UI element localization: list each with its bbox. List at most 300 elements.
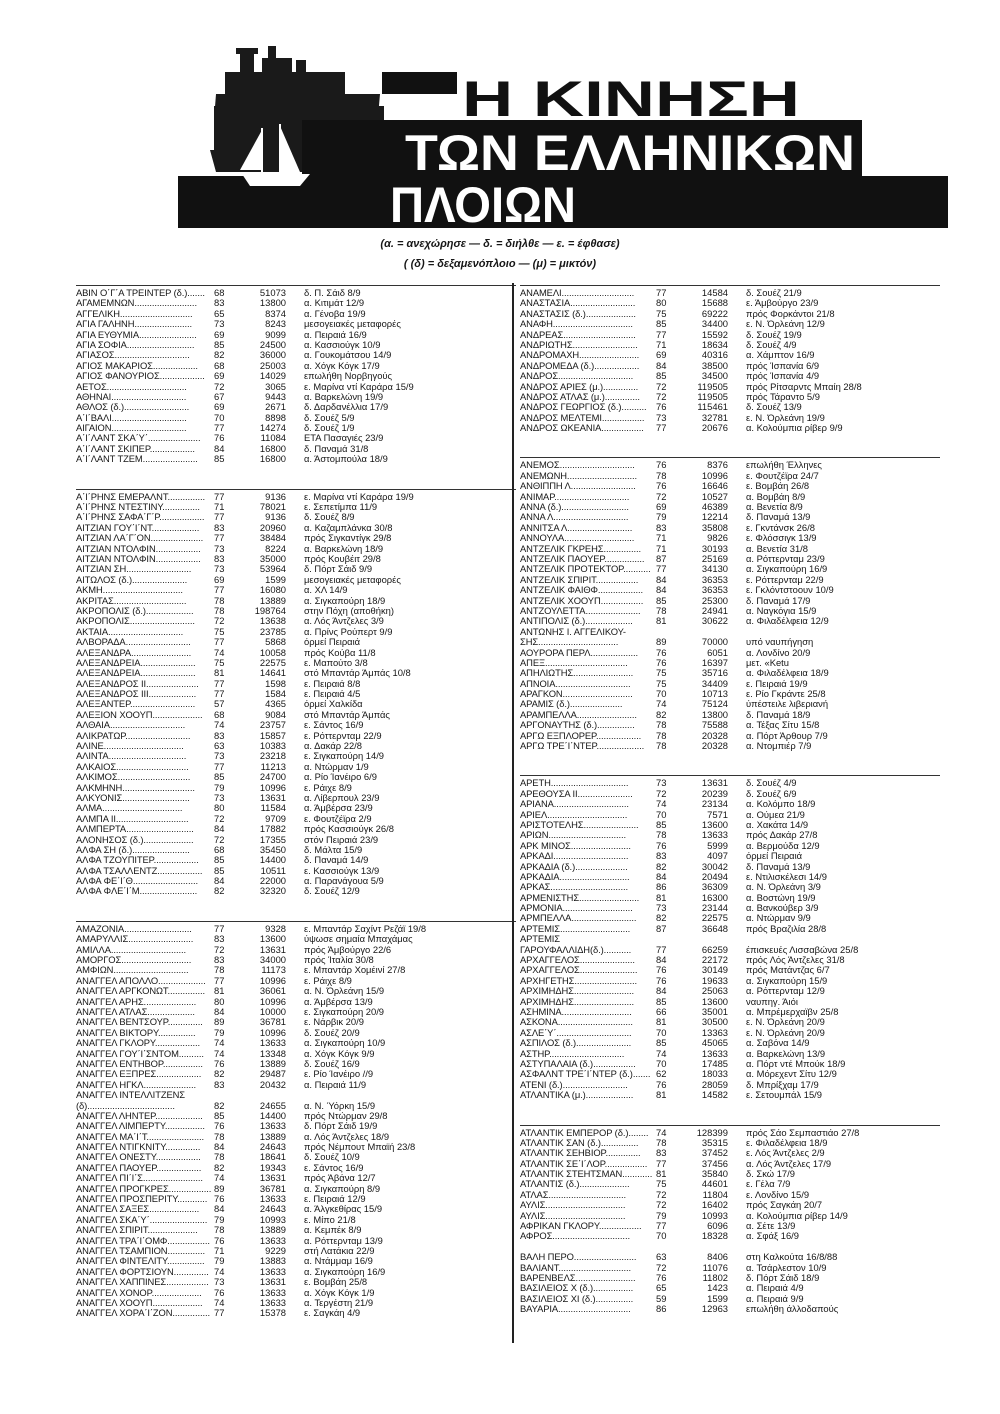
ship-name: ΒΑΣΙΛΕΙΟΣ Χ (δ.)................ <box>520 1283 634 1294</box>
ship-name: ΑΡΧΑΓΓΕΛΟΣ...................... <box>520 955 635 966</box>
ship-age: 77 <box>214 636 225 648</box>
ship-age: 69 <box>656 501 667 513</box>
ship-note: α. ΧΛ 14/9 <box>304 585 348 596</box>
ship-row <box>76 512 516 522</box>
ship-row <box>76 803 516 813</box>
ship-tonnage: 28059 <box>701 1078 728 1090</box>
ship-note: α. Ντώρμαν 1/9 <box>304 761 369 772</box>
ship-note: δ. Παναμά 13/9 <box>746 861 811 872</box>
ship-name: ΑΣΗΜΙΝΑ............................ <box>520 1007 632 1017</box>
ship-age: 79 <box>214 781 225 793</box>
ship-age: 84 <box>214 823 225 835</box>
ship-row <box>520 913 940 923</box>
ship-note: ε. Ν. Όρλεάνη 20/9 <box>746 1027 825 1038</box>
ship-note: δ. Δαρδανέλλια 17/9 <box>304 402 389 413</box>
ship-age: 68 <box>214 287 225 298</box>
ship-note: δ. Σουέζ 16/9 <box>304 1058 360 1069</box>
ship-name: ΑΝΕΜΩΝΗ............................ <box>520 470 638 481</box>
ship-age: 78 <box>214 594 225 606</box>
ship-row <box>76 741 516 751</box>
ship-note: α. Ναγκόγια 15/9 <box>746 605 817 616</box>
ship-tonnage: 20676 <box>701 422 728 434</box>
ship-name: ΑΜΟΡΓΟΣ............................ <box>76 955 192 966</box>
ship-note: α. Πόρτ ντέ Μπούκ 18/9 <box>746 1058 846 1069</box>
ship-note: α. Ρίο Ίανέιρο 6/9 <box>304 772 377 783</box>
ship-tonnage: 1423 <box>707 1282 728 1294</box>
ship-age: 81 <box>214 985 225 997</box>
ship-note: ε. Φουτζέϊρα 24/7 <box>746 470 819 481</box>
ship-tonnage: 16800 <box>259 453 286 465</box>
ship-age: 75 <box>656 667 667 679</box>
ship-note: ε. Άμβούργο 23/9 <box>746 298 819 309</box>
ship-name: ΑΛΙΝΤΑ............................... <box>76 751 187 762</box>
ship-note: α. Πρίνς Ρούπερτ 9/9 <box>304 626 393 637</box>
ship-note: α. Ν. Ύόρκη 15/9 <box>304 1100 376 1111</box>
ship-tonnage: 13800 <box>259 297 286 309</box>
ship-row <box>76 1288 516 1298</box>
ship-tonnage: 13631 <box>259 1172 286 1184</box>
ship-note <box>746 627 916 637</box>
ship-age: 83 <box>214 521 225 533</box>
ship-tonnage: 4097 <box>707 850 728 862</box>
ship-name: ΑΝΑΣΤΑΣΙΑ.......................... <box>520 298 636 309</box>
ship-note: ε. Ρόττερνταμ 22/9 <box>746 574 824 585</box>
ship-tonnage: 34000 <box>259 954 286 966</box>
ship-age: 77 <box>214 532 225 544</box>
ship-name: ΑΝΑΓΓΕΛ ΜΑ΄Ι΄Τ....................... <box>76 1131 205 1142</box>
ship-row <box>76 1142 516 1152</box>
ship-note: ΕΤΑ Πασαγιές 23/9 <box>304 433 384 444</box>
ship-age: 82 <box>656 708 667 720</box>
ship-age: 74 <box>214 719 225 731</box>
ship-age: 59 <box>656 1292 667 1304</box>
ship-age: 89 <box>656 636 667 648</box>
ship-note: έπισκευές Λισσαβώνα 25/8 <box>746 944 859 955</box>
ship-age: 82 <box>214 349 225 361</box>
ship-row <box>520 731 940 741</box>
ship-note: ε. Ν. Όρλεάνη 19/9 <box>746 412 825 423</box>
ship-note: ε. Γκλόντστοουν 10/9 <box>746 585 834 596</box>
ship-age: 70 <box>656 688 667 700</box>
ship-note: ε. Πειραιά 8/8 <box>304 678 361 689</box>
ship-tonnage: 10383 <box>259 740 286 752</box>
ship-name: ΑΚΡΙΤΑΣ............................. <box>76 595 187 606</box>
ship-row <box>520 596 940 606</box>
ship-note: α. Μόρεχεντ Σίτυ 12/9 <box>746 1069 837 1080</box>
ship-name: ΑΡΙΣΤΟΤΕΛΗΣ...................... <box>520 819 639 830</box>
ship-note: α. Ντομπιέρ 7/9 <box>746 741 812 752</box>
ship-tonnage: 11804 <box>702 1188 728 1200</box>
ship-row <box>76 1277 516 1287</box>
ship-row <box>520 789 940 799</box>
ship-row <box>76 934 516 944</box>
ship-note: α. Δακάρ 22/8 <box>304 741 362 752</box>
ship-tonnage: 35716 <box>701 667 728 679</box>
ship-row <box>76 1090 516 1100</box>
ship-name: ΑΜΙΛΛΑ.............................. <box>76 944 186 955</box>
ship-age: 74 <box>214 1296 225 1308</box>
ship-row <box>520 298 940 308</box>
ship-row <box>520 1049 940 1059</box>
ship-note: δ. Σουέζ 20/9 <box>304 1027 360 1038</box>
ship-note: α. Καζαμπλάνκα 30/8 <box>304 522 393 533</box>
ship-age: 77 <box>214 1307 225 1319</box>
ship-row <box>76 1225 516 1235</box>
ship-row <box>520 1059 940 1069</box>
ship-age: 70 <box>214 411 225 423</box>
ship-name: ΑΛΕΞΑΝΔΡΕΙΑ...................... <box>76 668 196 679</box>
ship-name: ΑΝΑΓΓΕΛ ΤΣΑΜΠΙΟΝ............... <box>76 1245 206 1256</box>
ship-name: ΑΝΑΓΓΕΛ ΠΙ΄Ι΄Σ........................ <box>76 1173 203 1184</box>
ship-age: 78 <box>214 1224 225 1236</box>
ship-note: μετ. «Ketu <box>746 657 789 668</box>
ship-tonnage: 20328 <box>701 729 728 741</box>
ship-name: ΑΓΙΑ ΓΑΛΗΝΗ....................... <box>76 319 192 330</box>
ship-age: 72 <box>656 490 667 502</box>
ship-age: 74 <box>656 698 667 710</box>
ship-age: 78 <box>656 469 667 481</box>
ship-note: ύψωσε σημαία Μπαχάμας <box>304 934 413 945</box>
ship-row <box>520 361 940 371</box>
ship-name: ΑΝΑΓΓΕΛ ΧΟΝΟΡ.................... <box>76 1287 202 1298</box>
ship-row <box>76 382 516 392</box>
ship-tonnage: 14274 <box>259 422 286 434</box>
ship-name: ΑΡΧΑΓΓΕΛΟΣ....................... <box>520 965 638 976</box>
ship-name: ΑΤΛΑΝΤΙΚΑ (μ.)................... <box>520 1090 634 1101</box>
ship-age: 71 <box>656 542 667 554</box>
ship-tonnage: 9136 <box>265 490 286 502</box>
ship-name: ΑΤΛΑΝΤΙΚ ΕΜΠΕΡΟΡ (δ.)........ <box>520 1127 649 1138</box>
ship-row <box>520 402 940 412</box>
ship-note: ε. Σάντος 16/9 <box>304 720 364 731</box>
ship-note: δ. Σουέζ 21/9 <box>746 288 802 298</box>
ship-age: 82 <box>656 860 667 872</box>
ship-row <box>520 1069 940 1079</box>
ship-row <box>520 413 940 423</box>
ship-age: 76 <box>656 459 667 471</box>
ship-row <box>76 679 516 689</box>
ship-tonnage: 66259 <box>701 943 728 955</box>
ship-row <box>520 799 940 809</box>
ship-note: ναυπηγ. Άιόι <box>746 996 798 1007</box>
ship-name: ΑΛΜΑ................................ <box>76 803 183 814</box>
ship-row <box>520 350 940 360</box>
ship-name: ΑΝΑΓΓΕΛ ΕΞΠΡΕΣ.................. <box>76 1069 202 1080</box>
ship-row <box>76 824 516 834</box>
ship-age: 87 <box>656 922 667 934</box>
ship-tonnage: 11076 <box>702 1261 728 1273</box>
ship-age: 79 <box>214 1026 225 1038</box>
ship-note: δ. Σουέζ 1/9 <box>304 423 355 434</box>
ship-age: 72 <box>656 1199 667 1211</box>
legend-line-2: ( (δ) = δεξαμενόπλοιο — (μ) = μικτόν) <box>403 258 597 270</box>
ship-row <box>76 955 516 965</box>
ship-note: ε. Ν. Όρλεάνη 20/9 <box>746 1017 825 1028</box>
ship-age: 70 <box>656 1230 667 1242</box>
ship-note: υπό ναυπήγηση <box>746 637 814 648</box>
ship-name: ΑΛΕΞΑΝΔΡΑ........................ <box>76 647 192 658</box>
ship-note: ε. Φουτζέϊρα 2/9 <box>304 813 372 824</box>
ship-row <box>520 1028 940 1038</box>
ship-note: ε. Γέλα 7/9 <box>746 1179 791 1190</box>
ship-row <box>520 997 940 1007</box>
ship-tonnage: 18033 <box>701 1068 728 1080</box>
ship-note: ε. Μαρίνα ντί Καράρα 19/9 <box>304 491 414 502</box>
ship-row <box>76 554 516 564</box>
ship-age: 79 <box>656 1209 667 1221</box>
ship-row <box>76 523 516 533</box>
ship-row <box>76 1059 516 1069</box>
ship-row <box>76 1038 516 1048</box>
ship-row <box>76 965 516 975</box>
ship-row <box>76 637 516 647</box>
ship-name: ΑΡΙΩΝ............................... <box>520 830 627 841</box>
ship-age: 82 <box>214 1161 225 1173</box>
ship-note: α. Ν. Όρλεάνη 15/9 <box>304 986 385 997</box>
ship-age: 82 <box>656 912 667 924</box>
ship-age: 82 <box>214 885 225 897</box>
ship-name: ΑΝΤΙΠΟΛΙΣ (δ.)................... <box>520 616 633 627</box>
ship-row <box>520 1159 940 1169</box>
ship-name: ΑΡΓΩ ΕΞΠΛΟΡΕΡ.................. <box>520 730 642 741</box>
ship-row <box>520 1242 940 1252</box>
ship-name: ΑΡΚΑΣ............................... <box>520 882 628 893</box>
ship-note: επωλήθη Νορβηγούς <box>304 371 393 382</box>
ship-row <box>520 382 940 392</box>
ship-row <box>520 471 940 481</box>
ship-tonnage: 119505 <box>697 380 728 392</box>
ship-tonnage: 8898 <box>265 411 286 423</box>
ship-tonnage: 1584 <box>265 688 286 700</box>
ship-name: Α΄Ι΄ΛΑΝΤ ΣΚΑ΄Υ΄..................... <box>76 433 201 444</box>
ship-name: ΑΡΙΕΛ................................ <box>520 809 628 820</box>
ship-row <box>76 492 516 502</box>
ship-row <box>520 1148 940 1158</box>
ship-age: 83 <box>656 521 667 533</box>
ship-tonnage: 75124 <box>701 698 728 710</box>
ship-name: ΑΛΕΞΑΝΔΡΟΣ ΙΙΙ................... <box>76 689 197 700</box>
ship-row <box>76 1080 516 1090</box>
ship-tonnage: 13633 <box>259 1296 286 1308</box>
ship-note: α. Πειραιά 16/9 <box>304 329 367 340</box>
ship-row <box>76 564 516 574</box>
ship-tonnage: 30042 <box>701 860 728 872</box>
ship-name: ΑΡΑΜΠΕΛΛΑ........................ <box>520 709 637 720</box>
ship-name: ΑΡΚΑΔΙΑ (δ.)..................... <box>520 861 628 872</box>
ship-row <box>520 778 940 788</box>
ship-tonnage: 128399 <box>696 1126 728 1138</box>
ship-age: 85 <box>214 1109 225 1121</box>
ship-name: ΑΛΦΑ ΣΗ (δ.)....................... <box>76 844 190 855</box>
ship-tonnage: 13638 <box>259 615 286 627</box>
ship-row <box>76 855 516 865</box>
ship-row <box>76 783 516 793</box>
ship-row <box>76 689 516 699</box>
ship-name: ΑΛΘΑΙΑ.............................. <box>76 720 186 731</box>
ship-note: πρός Ντώρμαν 29/8 <box>304 1110 388 1121</box>
ship-name: ΑΠΝΟΙΑ.............................. <box>520 678 631 689</box>
ship-name: (δ)................................... <box>76 1100 175 1111</box>
ship-tonnage: 13889 <box>259 1224 286 1236</box>
ship-name: ΑΙΤΖΙΑΝ ΝΤΟΛΦΙΝ.................. <box>76 553 201 564</box>
ship-tonnage: 13889 <box>259 594 286 606</box>
ship-note: α. Κιτιμάτ 12/9 <box>304 298 365 309</box>
ship-row <box>76 1017 516 1027</box>
ship-row <box>520 710 940 720</box>
ship-name: ΑΝΝΑ Λ.............................. <box>520 512 629 523</box>
ship-tonnage: 15592 <box>701 328 728 340</box>
ship-note: α. Κολόμπο 18/9 <box>746 799 816 810</box>
ship-note: δ. Πόρτ Σάιδ 9/9 <box>304 564 373 575</box>
ship-row <box>520 309 940 319</box>
ship-note: στή Λατάκια 22/9 <box>304 1245 375 1256</box>
ship-age: 80 <box>214 995 225 1007</box>
ship-row <box>76 876 516 886</box>
ship-tonnage: 10996 <box>701 469 728 481</box>
ship-tonnage: 37452 <box>701 1147 728 1159</box>
ship-tonnage: 22172 <box>701 954 728 966</box>
ship-row <box>76 1111 516 1121</box>
masthead-title-line2: ΤΩΝ ΕΛΛΗΝΙΚΩΝ <box>405 125 855 181</box>
ship-note: δ. Σουέζ 19/9 <box>746 329 802 340</box>
ship-age: 81 <box>656 1168 667 1180</box>
ship-tonnage: 36309 <box>701 881 728 893</box>
ship-name: ΑΝΑΓΓΕΛ ΓΚΛΟΡΥ.................. <box>76 1038 200 1049</box>
ship-note: ε. Βομβάη 25/8 <box>304 1277 368 1288</box>
ship-note: ε. Γκντάνσκ 26/8 <box>746 522 815 533</box>
ship-tonnage: 9709 <box>265 812 286 824</box>
ship-note: πρός Δακάρ 27/8 <box>746 830 818 841</box>
ship-note: πρός Κουβέιτ 29/8 <box>304 553 381 564</box>
ship-row <box>76 648 516 658</box>
ship-tonnage: 11584 <box>260 802 286 814</box>
ship-age: 84 <box>214 1141 225 1153</box>
ship-row <box>520 481 940 491</box>
ship-tonnage: 13633 <box>259 1286 286 1298</box>
ship-row <box>76 1184 516 1194</box>
ship-note: πρός Ρίτσαρντς Μπαίη 28/8 <box>746 381 862 392</box>
ship-tonnage: 36353 <box>701 573 728 585</box>
ship-name: ΑΝΤΖΕΛΙΚ ΠΡΟΤΕΚΤΟΡ........... <box>520 564 651 575</box>
ship-row <box>76 392 516 402</box>
ship-name: ΑΝΑΓΓΕΛ ΑΡΓΚΟΝΩΤ............... <box>76 986 206 997</box>
ship-note: δ. Σουέζ 4/9 <box>746 339 797 350</box>
ship-tonnage: 32320 <box>259 885 286 897</box>
ship-age: 85 <box>214 854 225 866</box>
ship-age: 77 <box>214 688 225 700</box>
ship-age <box>214 1090 236 1100</box>
masthead-title-line1: Η ΚΙΝΗΣΗ <box>462 71 800 127</box>
ship-age: 74 <box>656 1047 667 1059</box>
ship-tonnage: 20328 <box>701 740 728 752</box>
ship-tonnage: 35808 <box>701 521 728 533</box>
ship-age: 77 <box>656 1157 667 1169</box>
ship-tonnage: 38484 <box>259 532 286 544</box>
ship-age: 75 <box>214 625 225 637</box>
ship-age: 57 <box>214 698 225 710</box>
ship-age: 77 <box>214 511 225 523</box>
ship-tonnage: 11084 <box>260 432 286 444</box>
ship-age: 71 <box>214 501 225 513</box>
ship-tonnage: 3065 <box>265 380 286 392</box>
ship-tonnage: 25300 <box>701 594 728 606</box>
ship-row <box>76 886 516 896</box>
ship-name: ΑΤΕΝΙ (δ.).......................... <box>520 1079 628 1090</box>
ship-row <box>76 627 516 637</box>
ship-row <box>76 1246 516 1256</box>
ship-note: α. Σιγκαπούρη 16/9 <box>304 1266 386 1277</box>
ship-age: 70 <box>656 808 667 820</box>
ship-tonnage: 13633 <box>259 1193 286 1205</box>
ship-name: ΑΦΡΙΚΑΝ ΓΚΛΟΡΥ................. <box>520 1221 642 1232</box>
ship-row <box>76 1267 516 1277</box>
ship-tonnage: 24655 <box>259 1099 286 1111</box>
ship-note: ε. Σιγκαπούρη 14/9 <box>304 751 385 762</box>
ship-row <box>76 444 516 454</box>
ship-name: ΑΛΕΞΑΝΤΕΡ.......................... <box>76 699 196 710</box>
ship-age: 83 <box>214 933 225 945</box>
ship-row <box>520 1038 940 1048</box>
ship-age: 73 <box>656 902 667 914</box>
ship-row <box>76 762 516 772</box>
ship-name: ΑΟΥΡΟΡΑ ΠΕΡΛ................... <box>520 647 638 658</box>
ship-age: 76 <box>214 1286 225 1298</box>
ship-row <box>520 976 940 986</box>
ship-note: α. Τσάρλεστον 10/9 <box>746 1262 827 1273</box>
ship-row <box>520 523 940 533</box>
ship-note: α. Κολούμπια ρίβερ 9/9 <box>746 423 843 434</box>
ship-tonnage: 18328 <box>701 1230 728 1242</box>
ship-row <box>76 606 516 616</box>
ship-note: α. Χάμπτον 16/9 <box>746 350 815 361</box>
ship-name: ΑΝΑΣΤΑΣΙΣ (δ.).................... <box>520 308 636 319</box>
ship-tonnage: 9826 <box>707 532 728 544</box>
ship-name: ΑΣΚΟΝΑ.............................. <box>520 1017 633 1028</box>
ship-name: ΑΤΛΑΝΤΙΚ ΣΕΗΒΙΟΡ.............. <box>520 1148 641 1159</box>
ship-note: ε. Μπαντάρ Σαχίντ Ρεζάϊ 19/8 <box>304 923 427 934</box>
ship-name: Α΄Ι΄ΛΑΝΤ ΤΖΕΜ...................... <box>76 454 198 465</box>
ship-age: 72 <box>656 390 667 402</box>
ship-row <box>520 1283 940 1293</box>
ship-name: ΑΡΤΕΜΙΣ <box>520 934 560 945</box>
ship-name: ΒΑΣΙΛΕΙΟΣ ΧΙ (δ.)............... <box>520 1293 634 1304</box>
ship-tonnage: 10511 <box>260 864 286 876</box>
ship-name: ΑΝΑΓΓΕΛ ΙΝΤΕΛΛΙΤΖΕΝΣ <box>76 1090 185 1101</box>
ship-row <box>76 454 516 464</box>
ship-age: 73 <box>656 411 667 423</box>
ship-age: 75 <box>214 656 225 668</box>
ship-name: ΑΝΑΜΕΛΙ............................. <box>520 288 635 298</box>
ship-tonnage: 35840 <box>701 1168 728 1180</box>
ship-tonnage: 40316 <box>701 349 728 361</box>
ship-tonnage: 5999 <box>707 839 728 851</box>
ship-name: Α΄Ι΄ΒΑΛΙ.............................. <box>76 412 187 423</box>
ship-name: ΑΡΜΠΕΛΛΑ.......................... <box>520 913 637 924</box>
ship-note: πρός Νέμπουτ Μπαϊή 23/8 <box>304 1142 416 1153</box>
ship-tonnage: 9136 <box>265 511 286 523</box>
ship-tonnage: 14584 <box>701 287 728 298</box>
ship-note: ε. Ντιλισκέλεσι 14/9 <box>746 871 827 882</box>
ship-row <box>520 668 940 678</box>
ship-note: α. Σιγκαπούρη 16/9 <box>746 564 828 575</box>
ship-name: ΑΝΑΦΗ................................ <box>520 319 633 330</box>
ship-name: ΑΡΙΑΝΑ.............................. <box>520 799 629 810</box>
ship-row <box>76 1049 516 1059</box>
ship-age: 72 <box>214 615 225 627</box>
masthead-title-line3: ΠΛΟΙΩΝ <box>390 177 576 233</box>
ship-note: α. Ντώρμαν 9/9 <box>746 913 811 924</box>
ship-row <box>76 699 516 709</box>
